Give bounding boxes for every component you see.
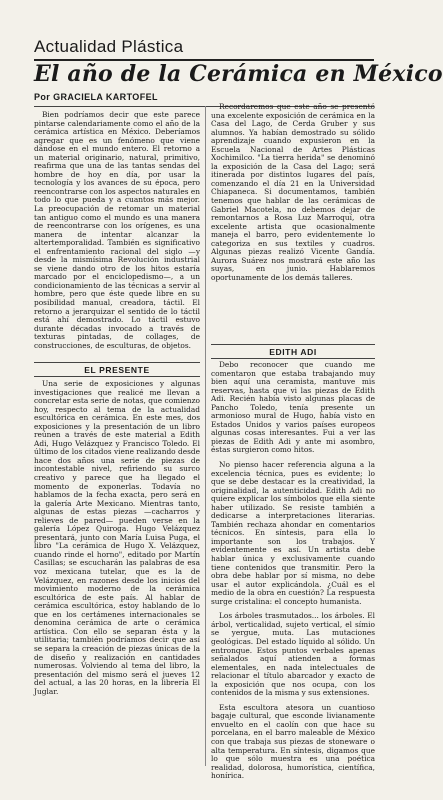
subheading-el-presente: EL PRESENTE [34,362,200,377]
column-1-top [34,111,200,350]
headline: El año de la Cerámica en México [34,61,443,87]
paragraph: No pienso hacer referencia alguna a la excelencia técnica, pues es evidente; lo que se debe destacar es la creatividad, la originalidad, la autenticidad. Edith Adi no quiere explicar los símbolos que ella siente haber utilizado. Se resiste también a dedicarse a interpretaciones literarias. También rechaza ahondar en comentarios técnicos. En síntesis, para ella lo importante son los trabajos. Y evidentemente es así. Un artista debe hablar única y exclusivamente cuando tiene contenidos que transmitir. Pero la obra debe hablar por sí misma, no debe usar el autor explicándola. ¿Cuál es el medio de la obra en cuestión? La respuesta surge cristalina: el concepto humanista. [211,460,375,606]
paragraph: Los árboles trasmutados... los árboles. El árbol, verticalidad, sujeto vertical, el símio se yergue, muta. Las mutaciones geológicas. Del estado líquido al sólido. Un entronque. Estos puntos verbales apenas señalados aquí atienden a formas elementales, en nada intelectuales de relacionar el título abarcador y exacto de la exposición que nos ocupa, con los contenidos de la misma y sus extensiones. [211,611,375,698]
paragraph: Recordaremos que este año se presentó una excelente exposición de cerámica en la Casa del Lago, de Cerda Gruber y sus alumnos. Ya habían demostrado su sólido aprendizaje cuando expusieron en la Escuela Nacional de Artes Plásticas Xochimilco. "La tierra herida" se denominó la exposición de la Casa del Lago; será itinerada por distintos lugares del país, comenzando el día 21 en la Universidad Chiapaneca. Si documentamos, también tenemos que hablar de las cerámicas de Gabriel Macotela, no debemos dejar de remontarnos a Rosa Luz Marroquí, otra excelente artista que ocasionalmente maneja el barro, pero evidentemente lo categoriza en sus textiles y cuadros. Algunas piezas realizó Vicente Gandía. Aurora Suárez nos mostrará este año las suyas, en junio. Hablaremos oportunamente de los demás talleres. [211,102,375,282]
paragraph: Esta escultora atesora un cuantioso bagaje cultural, que esconde livianamente envuelto en el caolín con que hace su porcelana, en el barro maleable de México con que trabaja sus piezas de stoneware o alta temperatura. En síntesis, digamos que lo que sólo muestra es una poética realidad, dolorosa, humorística, científica, honírica. [211,702,375,781]
paragraph: Bien podríamos decir que este parece pintarse calendariamente como el año de la cerámica artística en México. Deberíamos agregar que es un fenómeno que viene dándose en el mundo entero. El retorno a un material originario, natural, primitivo, reafirma que una de las tantas sendas del hombre de hoy en día, por usar la tecnología y los avances de su época, pero reencontrarse con los aspectos naturales en todo lo que pueda y a cuantos más mejor. La preocupación de retomar un material tan antiguo como el mundo es una manera de reencontrarse con los orígenes, es una manera de intentar alcanzar la altertemporalidad. También es significativo el enfrentamiento racional del siglo —y desde la mismísima Revolución industrial se viene dando otro de los hitos estaría marcado por el enciclopedismo—, a un condicionamiento de las técnicas a servir al hombre, pero que éste quede libre en su posibilidad manual, creadora, táctil. El retorno a jerarquizar el sentido de lo táctil está ahí demostrado. Lo táctil estuvo durante décadas invocado a través de texturas pintadas, de collages, de construcciones, de esculturas, de objetos. [34,110,200,350]
subheading-edith-adi: EDITH ADI [211,344,375,359]
column-2-top [211,103,375,282]
column-1-bottom [34,380,200,696]
section-title: Actualidad Plástica [34,37,374,61]
paragraph: Debo reconocer que cuando me comentaron que estaba trabajando muy bien aquí una ceramista, mantuve mis reservas, hasta que vi las piezas de Edith Adi. Recién había visto algunas placas de Pancho Toledo, tenía presente un armonioso mural de Hugo, había visto en Estados Unidos y varios países europeos algunas cosas interesantes. Fui a ver las piezas de Edith Adi y ante mi asombro, éstas surgieron como hitos. [211,360,375,455]
column-2-bottom [211,361,375,781]
column-divider [205,106,206,766]
paragraph: Una serie de exposiciones y algunas investigaciones que realicé me llevan a concretar esta serie de notas, que comienzo hoy, respecto al tema de la actualidad escultórica en cerámica. En este mes, dos exposiciones y la presentación de un libro reúnen a través de este material a Edith Adi, Hugo Velázquez y Francisco Toledo. El último de los citados viene realizando desde hace dos años una serie de piezas de incontestable nivel, refiriendo su surco creativo y parece que ha llegado el momento de exponerlas. Todavía no hablamos de la fecha exacta, pero será en la galería Arte Mexicano. Mientras tanto, algunas de estas piezas —cacharros y relieves de pared— pueden verse en la galería López Quiroga. Hugo Velázquez presentará, junto con María Luisa Puga, el libro "La cerámica de Hugo X. Velázquez, cuando rinde el horno", editado por Martín Casillas; se escucharán las palabras de esa voz mexicana tutelar, que es la de Velázquez, en razones desde los inicios del movimiento moderno de la cerámica escultórica de este país. Al hablar de cerámica escultórica, estoy hablando de lo que en los certámenes internacionales se denomina cerámica de arte o cerámica artística. Con ello se separan ésta y la utilitaria; también podríamos decir que así se separa la creación de piezas únicas de la de diseño y realización en cantidades numerosas. Volviendo al tema del libro, la presentación del mismo será el jueves 12 del actual, a las 20 horas, en la librería El Juglar. [34,379,200,696]
byline: Por GRACIELA KARTOFEL [34,92,158,102]
